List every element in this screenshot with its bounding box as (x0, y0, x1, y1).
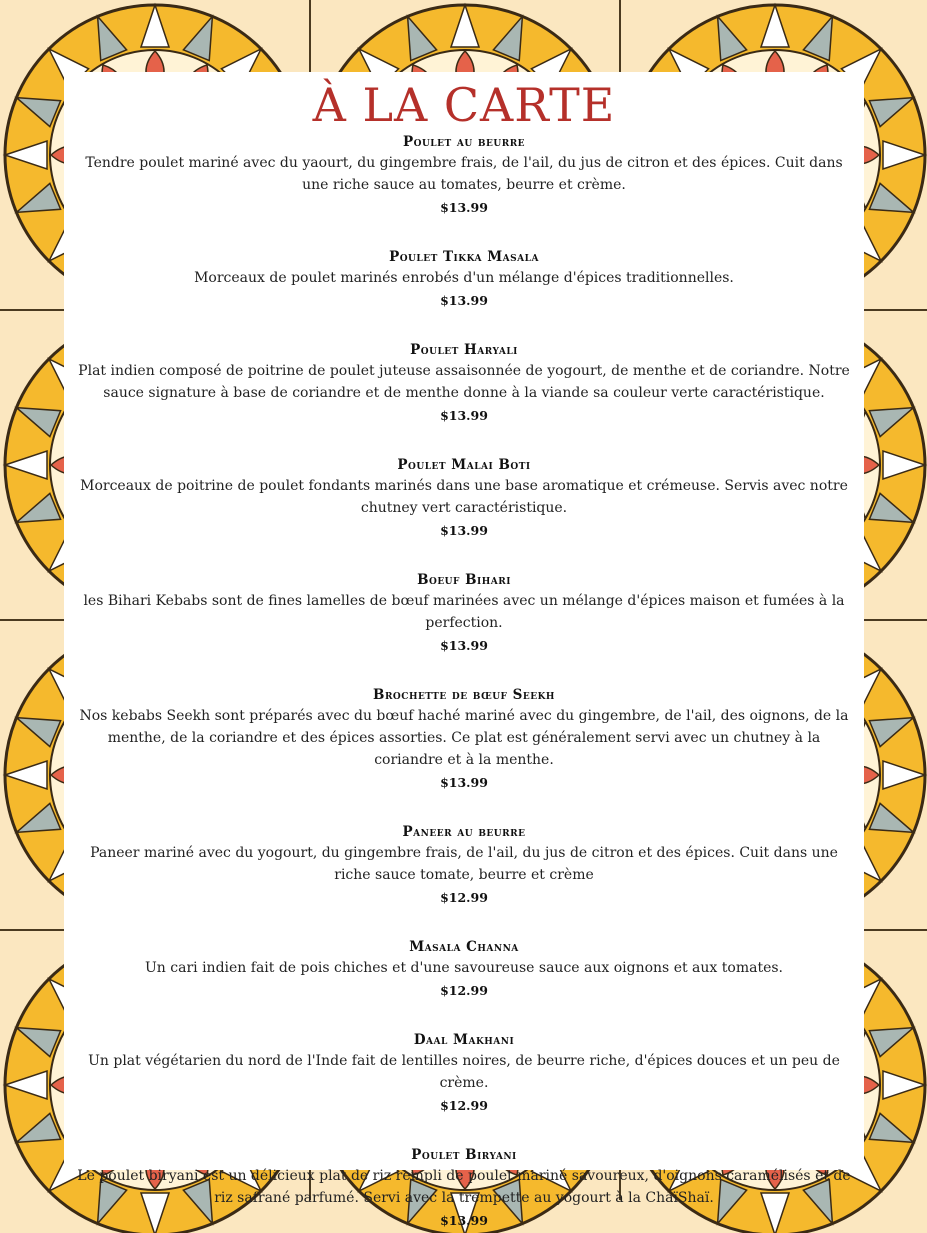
menu-item (74, 340, 854, 428)
menu-item-name: Masala Channa (409, 939, 519, 955)
menu-item-price: $12.99 (440, 983, 488, 998)
page-title: À LA CARTE (312, 78, 616, 132)
menu-item-name: Paneer au beurre (402, 824, 526, 840)
menu-item-price: $12.99 (440, 890, 488, 905)
menu-item-list (74, 132, 854, 1233)
menu-item-price: $13.99 (440, 200, 488, 215)
menu-item-description: Morceaux de poulet marinés enrobés d'un mélange d'épices traditionnelles. (194, 270, 734, 286)
menu-item (74, 570, 854, 658)
menu-item (74, 455, 854, 543)
menu-item-price: $13.99 (440, 638, 488, 653)
menu-item (74, 132, 854, 220)
menu-item (74, 1145, 854, 1233)
menu-item (74, 247, 854, 313)
menu-item-name: Poulet Malai Boti (397, 457, 531, 473)
menu-item-description: Le poulet biryani est un délicieux plat de riz rempli de poulet mariné savoureux, d'oignons caramélisés et de riz safrané parfumé. Servi avec la trempette au yogourt à la ChaïShaï. (77, 1168, 851, 1206)
menu-item-price: $13.99 (440, 1213, 488, 1228)
menu-item-price: $13.99 (440, 775, 488, 790)
menu-item-description: Tendre poulet mariné avec du yaourt, du gingembre frais, de l'ail, du jus de citron et des épices. Cuit dans une riche sauce au tomates, beurre et crème. (85, 155, 843, 193)
menu-item-name: Poulet au beurre (402, 134, 526, 150)
menu-item-name: Poulet Tikka Masala (389, 249, 539, 265)
menu-item-name: Brochette de bœuf Seekh (373, 687, 555, 703)
menu-card (64, 72, 864, 1228)
menu-item-price: $13.99 (440, 293, 488, 308)
menu-item-name: Poulet Haryali (410, 342, 518, 358)
menu-item-description: Plat indien composé de poitrine de poulet juteuse assaisonnée de yogourt, de menthe et de coriandre. Notre sauce signature à base de coriandre et de menthe donne à la viande sa couleur verte caractéristique. (78, 363, 850, 401)
menu-item (74, 822, 854, 910)
menu-item-price: $13.99 (440, 408, 488, 423)
menu-item-name: Poulet Biryani (411, 1147, 517, 1163)
menu-item-description: Nos kebabs Seekh sont préparés avec du bœuf haché mariné avec du gingembre, de l'ail, des oignons, de la menthe, de la coriandre et des épices assorties. Ce plat est généralement servi avec un chutney à la coriandre et à la menthe. (79, 708, 849, 768)
menu-item (74, 685, 854, 795)
menu-item-name: Daal Makhani (413, 1032, 515, 1048)
menu-item-price: $12.99 (440, 1098, 488, 1113)
menu-item-description: Morceaux de poitrine de poulet fondants marinés dans une base aromatique et crémeuse. Servis avec notre chutney vert caractéristique. (80, 478, 848, 516)
menu-item-description: les Bihari Kebabs sont de fines lamelles de bœuf marinées avec un mélange d'épices maison et fumées à la perfection. (83, 593, 845, 631)
menu-item-description: Un cari indien fait de pois chiches et d'une savoureuse sauce aux oignons et aux tomates. (145, 960, 783, 976)
menu-item-description: Un plat végétarien du nord de l'Inde fait de lentilles noires, de beurre riche, d'épices douces et un peu de crème. (88, 1053, 840, 1091)
menu-item-price: $13.99 (440, 523, 488, 538)
menu-item (74, 1030, 854, 1118)
menu-item-name: Boeuf Bihari (417, 572, 511, 588)
menu-item-description: Paneer mariné avec du yogourt, du gingembre frais, de l'ail, du jus de citron et des épices. Cuit dans une riche sauce tomate, beurre et crème (90, 845, 838, 883)
menu-item (74, 937, 854, 1003)
